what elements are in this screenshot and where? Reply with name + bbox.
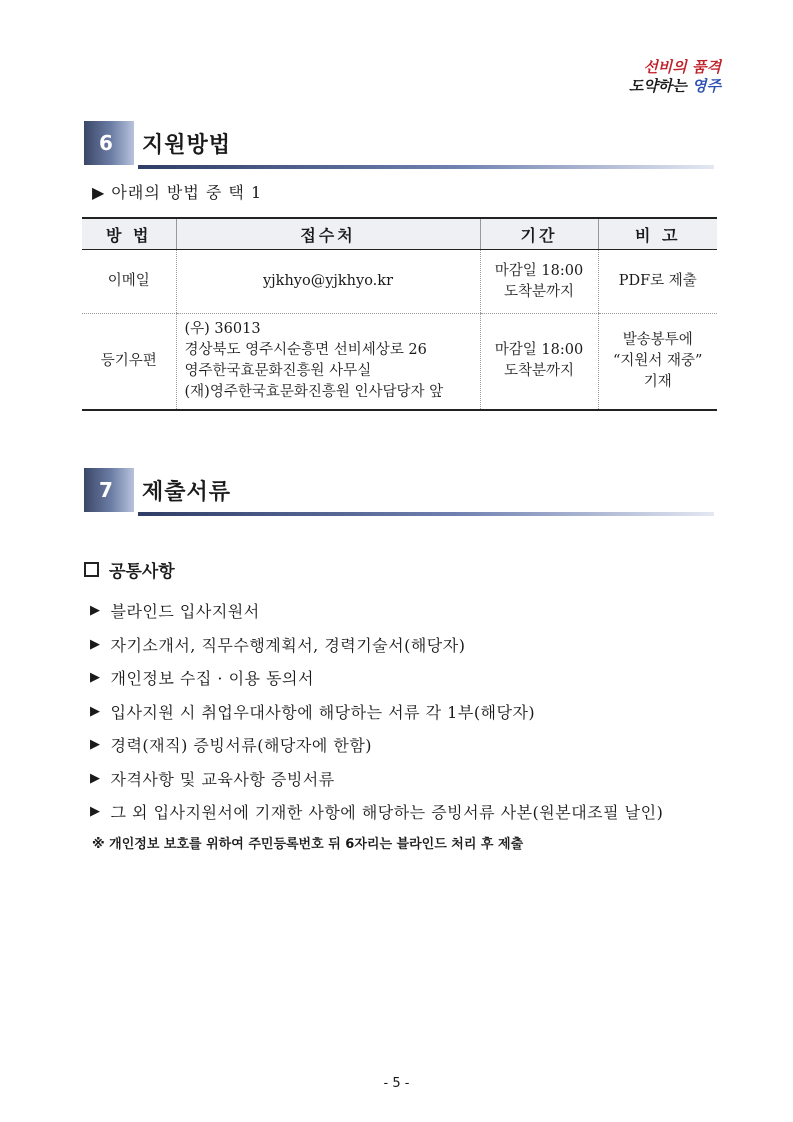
mail-address: [176, 314, 480, 410]
triangle-bullet-icon: ▶: [90, 603, 101, 619]
application-method-intro: [92, 180, 262, 203]
triangle-bullet-icon: ▶: [90, 670, 101, 686]
intro-text: 아래의 방법 중 택 1: [111, 183, 263, 202]
header-method: 방 법: [82, 218, 176, 250]
triangle-bullet-icon: ▶: [90, 703, 101, 719]
list-item-text: 경력(재직) 증빙서류(해당자에 한함): [110, 736, 373, 756]
list-item-text: 그 외 입사지원서에 기재한 사항에 해당하는 증빙서류 사본(원본대조필 날인): [110, 803, 664, 823]
section-7-underline: [138, 512, 714, 516]
period-line-2: 도착분까지: [503, 283, 575, 300]
logo-line-1: 선비의 품격: [643, 58, 721, 76]
section-6-header: [84, 121, 714, 161]
header-remark: 비 고: [598, 218, 717, 250]
subheading-text: 공통사항: [109, 562, 175, 582]
period-line-1: 마감일 18:00: [494, 262, 584, 279]
address-line: 영주한국효문화진흥원 사무실: [184, 363, 372, 380]
remark-line-1: 발송봉투에: [622, 331, 693, 348]
address-line: 경상북도 영주시순흥면 선비세상로 26: [184, 342, 427, 359]
table-header-row: [82, 218, 717, 250]
header-destination: 접수처: [176, 218, 480, 250]
privacy-note: ※ 개인정보 보호를 위하여 주민등록번호 뒤 6자리는 블라인드 처리 후 제출: [92, 837, 524, 852]
common-requirements-heading: [84, 557, 175, 582]
table-row-email: [82, 250, 717, 314]
list-item-text: 개인정보 수집 · 이용 동의서: [110, 669, 314, 689]
required-documents-list: [90, 594, 663, 829]
section-7-header: [84, 468, 714, 508]
list-item: [90, 661, 663, 695]
mail-remark: [598, 314, 717, 410]
list-item-text: 자기소개서, 직무수행계획서, 경력기술서(해당자): [110, 635, 466, 655]
header-period: 기간: [480, 218, 598, 250]
address-line: (우) 36013: [184, 321, 261, 338]
remark-line-3: 기재: [643, 373, 672, 390]
section-6-number: 6: [84, 121, 134, 165]
triangle-bullet-icon: ▶: [90, 804, 101, 820]
triangle-bullet-icon: ▶: [90, 770, 101, 786]
triangle-bullet-icon: ▶: [90, 636, 101, 652]
email-address: yjkhyo@yjkhyo.kr: [176, 250, 480, 314]
list-item: [90, 728, 663, 762]
logo-line-2-accent: 영주: [692, 77, 721, 95]
period-line-2: 도착분까지: [503, 363, 575, 380]
table-row-registered-mail: [82, 314, 717, 410]
section-7-title: 제출서류: [142, 480, 232, 505]
mail-period: [480, 314, 598, 410]
method-registered-mail: 등기우편: [82, 314, 176, 410]
section-7-number: 7: [84, 468, 134, 512]
logo-line-2: [629, 77, 721, 96]
section-6-title: 지원방법: [142, 133, 232, 158]
list-item-text: 블라인드 입사지원서: [110, 602, 260, 622]
list-item: [90, 628, 663, 662]
remark-line-2: “지원서 재중”: [613, 352, 703, 369]
checkbox-square-icon: [84, 562, 99, 577]
application-method-table: [82, 217, 717, 411]
email-remark: PDF로 제출: [598, 250, 717, 314]
triangle-bullet-icon: ▶: [92, 183, 106, 202]
list-item: [90, 795, 663, 829]
list-item: [90, 695, 663, 729]
section-6-underline: [138, 165, 714, 169]
email-period: [480, 250, 598, 314]
logo-line-2-main: 도약하는: [628, 77, 693, 95]
list-item: [90, 594, 663, 628]
method-email: 이메일: [82, 250, 176, 314]
yeongju-logo: [629, 58, 721, 96]
page-number: - 5 -: [383, 1076, 410, 1091]
list-item-text: 입사지원 시 취업우대사항에 해당하는 서류 각 1부(해당자): [110, 702, 536, 722]
period-line-1: 마감일 18:00: [494, 342, 584, 359]
list-item-text: 자격사항 및 교육사항 증빙서류: [110, 769, 335, 789]
triangle-bullet-icon: ▶: [90, 737, 101, 753]
list-item: [90, 762, 663, 796]
address-line: (재)영주한국효문화진흥원 인사담당자 앞: [184, 384, 444, 401]
